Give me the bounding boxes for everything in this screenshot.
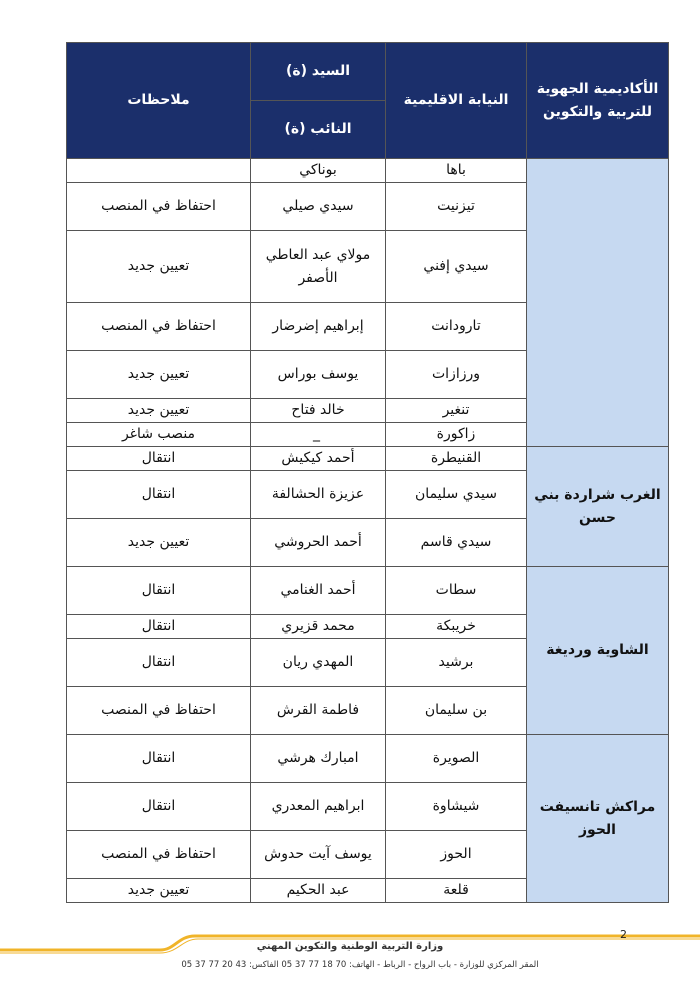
name-cell: مولاي عبد العاطي الأصفر [251,231,386,303]
academy-cell [527,159,669,447]
name-cell: فاطمة القرش [251,687,386,735]
province-cell: ورزازات [386,351,527,399]
note-cell: تعيين جديد [67,519,251,567]
name-cell: _ [251,423,386,447]
note-cell: تعيين جديد [67,231,251,303]
province-cell: قلعة [386,879,527,903]
province-cell: سيدي سليمان [386,471,527,519]
province-cell: سطات [386,567,527,615]
province-cell: سيدي قاسم [386,519,527,567]
province-cell: تيزنيت [386,183,527,231]
province-cell: سيدي إفني [386,231,527,303]
province-cell: خريبكة [386,615,527,639]
name-cell: إبراهيم إضرضار [251,303,386,351]
province-cell: باها [386,159,527,183]
note-cell: تعيين جديد [67,399,251,423]
note-cell: انتقال [67,639,251,687]
note-cell: انتقال [67,471,251,519]
name-cell: امبارك هرشي [251,735,386,783]
province-cell: تارودانت [386,303,527,351]
note-cell: انتقال [67,615,251,639]
page-number: 2 [620,928,627,941]
note-cell: انتقال [67,447,251,471]
name-cell: عبد الحكيم [251,879,386,903]
province-cell: القنيطرة [386,447,527,471]
note-cell: احتفاظ في المنصب [67,831,251,879]
header-academy: الأكاديمية الجهوية للتربية والتكوين [527,43,669,159]
header-notes: ملاحظات [67,43,251,159]
province-cell: زاكورة [386,423,527,447]
academy-cell: مراكش تانسيفت الحوز [527,735,669,903]
name-cell: ابراهيم المعدري [251,783,386,831]
header-province: النيابة الاقليمية [386,43,527,159]
province-cell: برشيد [386,639,527,687]
note-cell: انتقال [67,567,251,615]
name-cell: أحمد كيكيش [251,447,386,471]
note-cell: احتفاظ في المنصب [67,183,251,231]
name-cell: المهدي ريان [251,639,386,687]
name-cell: أحمد الغنامي [251,567,386,615]
name-cell: يوسف بوراس [251,351,386,399]
header-name-top: السيد (ة) [251,43,386,101]
academy-cell: الشاوية ورديغة [527,567,669,735]
note-cell: منصب شاغر [67,423,251,447]
province-cell: تنغير [386,399,527,423]
note-cell: تعيين جديد [67,879,251,903]
name-cell: عزيزة الحشالفة [251,471,386,519]
header-name-bottom: النائب (ة) [251,101,386,159]
table-row [67,159,669,183]
note-cell: احتفاظ في المنصب [67,303,251,351]
note-cell: انتقال [67,735,251,783]
appointments-table [66,42,669,903]
footer-ministry: وزارة التربية الوطنية والتكوين المهني [256,941,444,952]
note-cell [67,159,251,183]
name-cell: خالد فتاح [251,399,386,423]
note-cell: تعيين جديد [67,351,251,399]
table-row [67,567,669,615]
province-cell: شيشاوة [386,783,527,831]
academy-cell: الغرب شراردة بني حسن [527,447,669,567]
footer-address: المقر المركزي للوزارة - باب الرواح - الرباط - الهاتف: 70 18 77 37 05 الفاكس: 43 20 77 37 05 [181,960,539,970]
name-cell: سيدي صيلي [251,183,386,231]
name-cell: بوناكي [251,159,386,183]
note-cell: انتقال [67,783,251,831]
province-cell: بن سليمان [386,687,527,735]
table-row [67,735,669,783]
name-cell: أحمد الحروشي [251,519,386,567]
table-row [67,447,669,471]
province-cell: الصويرة [386,735,527,783]
province-cell: الحوز [386,831,527,879]
name-cell: محمد قزيري [251,615,386,639]
note-cell: احتفاظ في المنصب [67,687,251,735]
name-cell: يوسف آيت حدوش [251,831,386,879]
